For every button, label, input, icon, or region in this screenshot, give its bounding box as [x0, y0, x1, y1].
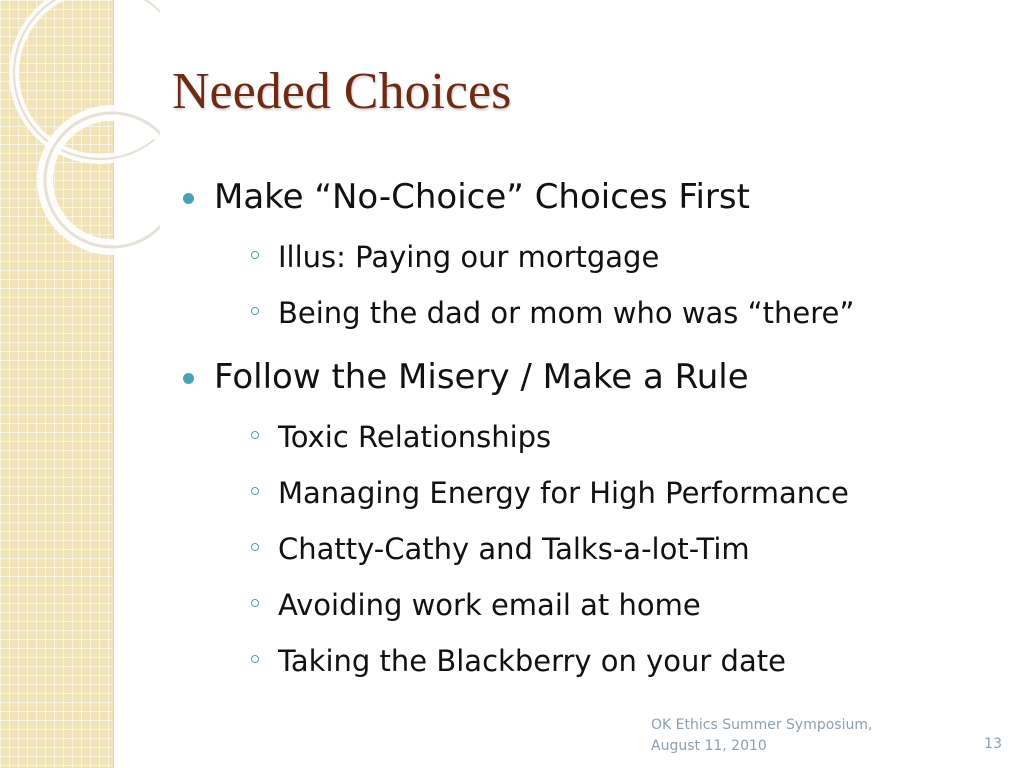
- sub-bullet-item: [244, 577, 854, 633]
- footer-text: [651, 715, 901, 757]
- sub-bullet-ring-icon: [251, 543, 259, 551]
- sub-bullet-ring-icon: [251, 307, 259, 315]
- bullet-item: [180, 173, 854, 341]
- bullet-item: [180, 353, 854, 689]
- sub-bullet-ring-icon: [251, 487, 259, 495]
- bullet-list: [180, 173, 854, 701]
- sub-bullet-list: [214, 229, 854, 341]
- decorative-circles: [0, 0, 160, 260]
- bullet-dot-icon: [183, 193, 194, 204]
- slide-title: Needed Choices: [172, 63, 512, 120]
- sub-bullet-text: Managing Energy for High Performance: [278, 476, 849, 510]
- sub-bullet-text: Taking the Blackberry on your date: [278, 644, 786, 678]
- sub-bullet-ring-icon: [251, 431, 259, 439]
- sub-bullet-item: [244, 465, 854, 521]
- bullet-text: Make “No-Choice” Choices First: [214, 177, 750, 217]
- sub-bullet-text: Avoiding work email at home: [278, 588, 701, 622]
- sub-bullet-text: Toxic Relationships: [278, 420, 552, 454]
- sub-bullet-ring-icon: [251, 251, 259, 259]
- sub-bullet-ring-icon: [251, 655, 259, 663]
- sub-bullet-ring-icon: [251, 599, 259, 607]
- page-number: 13: [984, 736, 1002, 752]
- sub-bullet-text: Being the dad or mom who was “there”: [278, 296, 855, 330]
- sub-bullet-list: [214, 409, 854, 689]
- sub-bullet-item: [244, 409, 854, 465]
- sub-bullet-item: [244, 285, 854, 341]
- sub-bullet-item: [244, 633, 854, 689]
- sub-bullet-text: Chatty-Cathy and Talks-a-lot-Tim: [278, 532, 750, 566]
- bullet-dot-icon: [183, 373, 194, 384]
- sub-bullet-item: [244, 521, 854, 577]
- bullet-text: Follow the Misery / Make a Rule: [214, 357, 749, 397]
- sub-bullet-text: Illus: Paying our mortgage: [278, 240, 660, 274]
- sub-bullet-item: [244, 229, 854, 285]
- footer-line: August 11, 2010: [651, 738, 767, 754]
- footer-line: OK Ethics Summer Symposium,: [651, 717, 873, 733]
